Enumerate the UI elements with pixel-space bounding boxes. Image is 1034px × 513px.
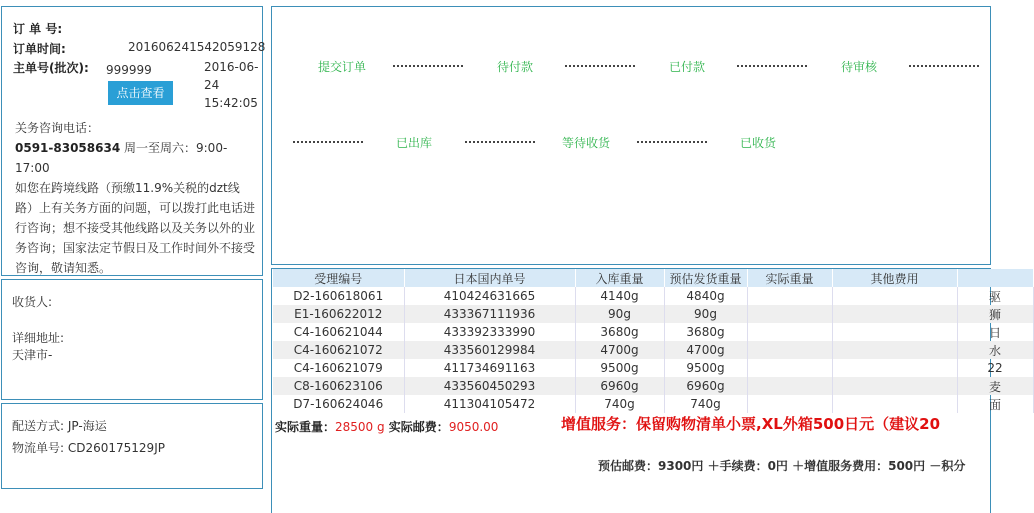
cell-actual-weight (747, 377, 832, 395)
weight-postage-summary (275, 418, 498, 435)
col-header-actual-weight: 实际重量 (747, 269, 832, 287)
cell-actual-weight (747, 305, 832, 323)
cell-acceptance-no: D2-160618061 (273, 287, 404, 305)
cell-other-fees (832, 323, 957, 341)
step-connector (465, 141, 535, 143)
cell-acceptance-no: E1-160622012 (273, 305, 404, 323)
items-panel (271, 268, 1003, 513)
order-time-value: 201606241542059128 (128, 40, 266, 54)
cell-estimated-weight: 4700g (664, 341, 747, 359)
step-awaiting-receipt: 等待收货 (562, 136, 611, 150)
col-header-other-fees: 其他费用 (832, 269, 957, 287)
tracking-number: 物流单号: CD260175129JP (12, 441, 165, 455)
order-date-line3: 15:42:05 (204, 96, 258, 110)
cell-inbound-weight: 740g (575, 395, 664, 413)
cell-other-fees (832, 341, 957, 359)
address-label: 详细地址: (12, 331, 65, 345)
cell-inbound-weight: 4140g (575, 287, 664, 305)
master-no-label: 主单号(批次): (13, 61, 89, 75)
cell-inbound-weight: 90g (575, 305, 664, 323)
cell-other-fees (832, 305, 957, 323)
consult-phone: 0591-83058634 (15, 141, 121, 155)
order-date-line1: 2016-06- (204, 60, 259, 74)
table-row (273, 377, 1033, 395)
cell-extra: 水 (957, 341, 1033, 359)
cell-inbound-weight: 6960g (575, 377, 664, 395)
col-header-inbound-weight: 入库重量 (575, 269, 664, 287)
cell-estimated-weight: 6960g (664, 377, 747, 395)
cell-domestic-no: 410424631665 (404, 287, 575, 305)
receiver-name-label: 收货人: (12, 295, 53, 309)
address-value: 天津市- (12, 348, 53, 362)
cell-acceptance-no: C4-160621044 (273, 323, 404, 341)
order-date-line2: 24 (204, 78, 220, 92)
col-header-acceptance-no: 受理编号 (273, 269, 404, 287)
step-received: 已收货 (740, 136, 777, 150)
step-awaiting-payment: 待付款 (497, 60, 534, 74)
order-info-panel (1, 6, 266, 276)
step-shipped-out: 已出库 (396, 136, 433, 150)
cell-extra: 日 (957, 323, 1033, 341)
actual-postage-value: 9050.00 (448, 420, 499, 434)
shipping-method: 配送方式: JP-海运 (12, 419, 107, 433)
step-connector (293, 141, 363, 143)
cell-estimated-weight: 4840g (664, 287, 747, 305)
shipping-panel (1, 403, 263, 489)
cell-estimated-weight: 90g (664, 305, 747, 323)
cell-domestic-no: 433560129984 (404, 341, 575, 359)
cell-domestic-no: 433392333990 (404, 323, 575, 341)
cell-acceptance-no: C8-160623106 (273, 377, 404, 395)
cell-domestic-no: 411734691163 (404, 359, 575, 377)
consult-body: 如您在跨境线路（预缴11.9%关税的dzt线路）上有关务方面的问题，可以拨打此电话进行咨询；想不接受其他线路以及关务以外的业务咨询；国家法定节假日及工作时间外不接受咨询，敬请知悉。 (15, 181, 256, 275)
order-status-panel (271, 6, 991, 265)
table-row (273, 395, 1033, 413)
cell-other-fees (832, 359, 957, 377)
step-connector (737, 65, 807, 67)
step-connector (565, 65, 635, 67)
cell-actual-weight (747, 323, 832, 341)
cell-estimated-weight: 9500g (664, 359, 747, 377)
actual-postage-label: 实际邮费： (384, 420, 449, 434)
table-header-row (273, 269, 1033, 287)
col-header-domestic-no: 日本国内单号 (404, 269, 575, 287)
step-submit-order: 提交订单 (318, 60, 367, 74)
value-added-service-notice: 增值服务：保留购物清单小票,XL外箱500日元（建议20 (561, 415, 941, 433)
items-table (273, 269, 1034, 413)
table-row (273, 341, 1033, 359)
fee-breakdown: 预估邮费：9300円 ＋手续费：0円 ＋增值服务费用：500円 －积分 (598, 459, 966, 473)
cell-acceptance-no: C4-160621079 (273, 359, 404, 377)
cell-extra: 驱 (957, 287, 1033, 305)
view-details-button[interactable]: 点击查看 (108, 81, 173, 105)
cell-extra: 狮 (957, 305, 1033, 323)
cell-estimated-weight: 740g (664, 395, 747, 413)
cell-domestic-no: 433367111936 (404, 305, 575, 323)
table-row (273, 287, 1033, 305)
order-time-label: 订单时间: (13, 42, 66, 56)
cell-extra: 22 (957, 359, 1033, 377)
cell-acceptance-no: C4-160621072 (273, 341, 404, 359)
cell-estimated-weight: 3680g (664, 323, 747, 341)
step-paid: 已付款 (669, 60, 706, 74)
col-header-extra (957, 269, 1033, 287)
cell-extra: 麦 (957, 377, 1033, 395)
master-no-value: 999999 (106, 63, 152, 77)
cell-domestic-no: 411304105472 (404, 395, 575, 413)
cell-actual-weight (747, 395, 832, 413)
cell-inbound-weight: 4700g (575, 341, 664, 359)
step-connector (393, 65, 463, 67)
table-row (273, 323, 1033, 341)
order-no-label: 订 单 号: (13, 22, 63, 36)
cell-actual-weight (747, 359, 832, 377)
customs-consult-info (15, 118, 257, 278)
cell-extra: 面 (957, 395, 1033, 413)
actual-weight-label: 实际重量： (275, 420, 336, 434)
cell-actual-weight (747, 287, 832, 305)
cell-inbound-weight: 9500g (575, 359, 664, 377)
cell-other-fees (832, 377, 957, 395)
consult-phone-line (15, 138, 257, 178)
cell-inbound-weight: 3680g (575, 323, 664, 341)
cell-actual-weight (747, 341, 832, 359)
table-row (273, 359, 1033, 377)
receiver-panel (1, 279, 263, 400)
step-connector (637, 141, 707, 143)
col-header-estimated-weight: 预估发货重量 (664, 269, 747, 287)
table-row (273, 305, 1033, 323)
consult-hours: 周一至周六：9:00-17:00 (15, 141, 228, 175)
consult-title: 关务咨询电话： (15, 121, 100, 135)
cell-other-fees (832, 287, 957, 305)
actual-weight-value: 28500 g (335, 420, 385, 434)
step-under-review: 待审核 (841, 60, 878, 74)
cell-acceptance-no: D7-160624046 (273, 395, 404, 413)
cell-domestic-no: 433560450293 (404, 377, 575, 395)
cell-other-fees (832, 395, 957, 413)
step-connector (909, 65, 979, 67)
